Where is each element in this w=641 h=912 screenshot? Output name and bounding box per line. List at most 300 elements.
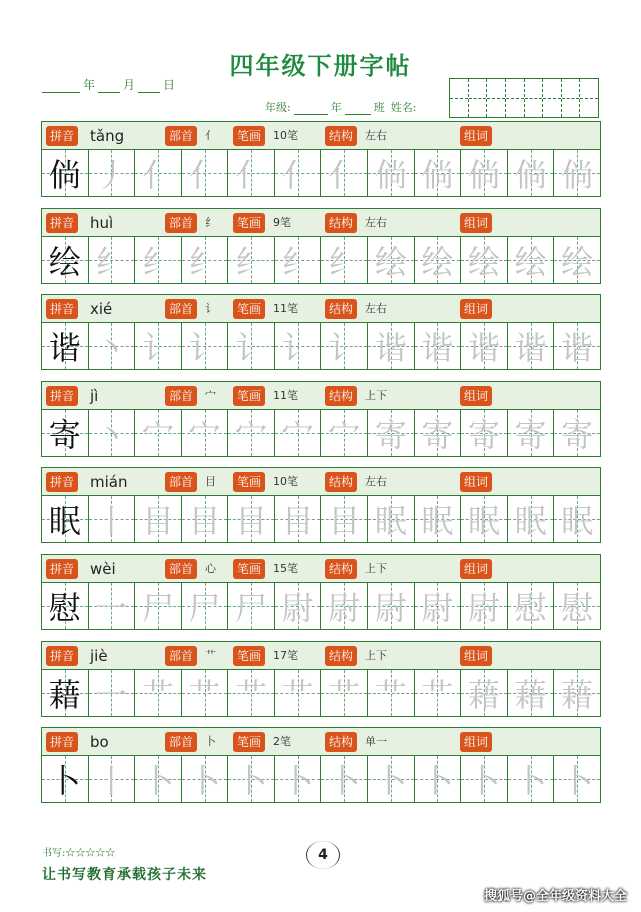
tracing-cell[interactable] — [508, 583, 555, 629]
trace-stroke: 宀 — [281, 415, 314, 454]
date-line — [42, 76, 178, 93]
trace-stroke: 尉 — [374, 588, 407, 627]
tracing-cell[interactable] — [554, 410, 600, 456]
tracing-cell[interactable] — [321, 670, 368, 716]
structure-tag: 结构 — [325, 126, 357, 146]
watermark: 搜狐号@全年级资料大全 — [483, 889, 627, 904]
trace-stroke: 目 — [281, 502, 314, 541]
tracing-cell[interactable] — [415, 496, 462, 542]
tracing-cell[interactable] — [135, 583, 182, 629]
trace-stroke: 卜 — [328, 762, 361, 801]
trace-stroke: 纟 — [141, 242, 174, 281]
model-character-cell[interactable] — [42, 756, 89, 802]
model-character: 眠 — [48, 502, 81, 541]
strokes-value: 10笔 — [273, 475, 298, 489]
trace-stroke: 艹 — [235, 675, 268, 714]
model-character-cell[interactable] — [42, 583, 89, 629]
trace-stroke: 寄 — [421, 415, 454, 454]
radical-tag: 部首 — [165, 213, 197, 233]
trace-stroke: 眠 — [374, 502, 407, 541]
trace-stroke: 讠 — [281, 329, 314, 368]
radical-value: 宀 — [205, 388, 216, 402]
tracing-cell[interactable] — [182, 583, 229, 629]
trace-stroke: 艹 — [281, 675, 314, 714]
words-tag: 组词 — [460, 299, 492, 319]
trace-stroke: 一 — [95, 675, 128, 714]
trace-stroke: 绘 — [421, 242, 454, 281]
tracing-cell[interactable] — [508, 756, 555, 802]
tracing-cell[interactable] — [228, 237, 275, 283]
radical-value: 讠 — [205, 302, 216, 316]
trace-stroke: 卜 — [235, 762, 268, 801]
trace-stroke: 目 — [235, 502, 268, 541]
trace-stroke: 绘 — [467, 242, 500, 281]
strokes-value: 11笔 — [273, 388, 298, 402]
tracing-cell[interactable] — [228, 150, 275, 196]
trace-stroke: 倘 — [421, 156, 454, 194]
name-label: 姓名: — [390, 101, 417, 114]
trace-stroke: 艹 — [374, 675, 407, 714]
trace-stroke: 卜 — [467, 762, 500, 801]
trace-stroke: 宀 — [235, 415, 268, 454]
pinyin-tag: 拼音 — [46, 386, 78, 406]
trace-stroke: 倘 — [374, 156, 407, 194]
name-writing-grid[interactable] — [449, 78, 599, 118]
trace-stroke: 藉 — [514, 675, 547, 714]
tracing-cell[interactable] — [415, 150, 462, 196]
trace-stroke: 尸 — [188, 588, 221, 627]
strokes-tag: 笔画 — [233, 299, 265, 319]
tracing-cell[interactable] — [461, 410, 508, 456]
tracing-cell[interactable] — [461, 756, 508, 802]
pinyin-value: mián — [90, 473, 128, 492]
tracing-cell[interactable] — [368, 583, 415, 629]
trace-stroke: 尉 — [328, 588, 361, 627]
trace-stroke: 卜 — [514, 762, 547, 801]
structure-tag: 结构 — [325, 646, 357, 666]
character-info-bar — [41, 554, 601, 583]
tracing-cell[interactable] — [135, 756, 182, 802]
tracing-cell[interactable] — [135, 323, 182, 369]
writing-grid — [41, 496, 601, 543]
trace-stroke: 眠 — [561, 502, 594, 541]
tracing-cell[interactable] — [89, 237, 136, 283]
structure-tag: 结构 — [325, 732, 357, 752]
tracing-cell[interactable] — [135, 670, 182, 716]
character-info-bar — [41, 641, 601, 670]
trace-stroke: 纟 — [281, 242, 314, 281]
writing-grid — [41, 237, 601, 284]
day-blank[interactable] — [138, 79, 160, 93]
character-info-bar — [41, 121, 601, 150]
tracing-cell[interactable] — [182, 496, 229, 542]
character-info-bar — [41, 208, 601, 237]
tracing-cell[interactable] — [321, 583, 368, 629]
tracing-cell[interactable] — [89, 323, 136, 369]
model-character-cell[interactable] — [42, 496, 89, 542]
words-tag: 组词 — [460, 213, 492, 233]
words-tag: 组词 — [460, 732, 492, 752]
tracing-cell[interactable] — [321, 237, 368, 283]
character-info-bar — [41, 294, 601, 323]
tracing-cell[interactable] — [321, 150, 368, 196]
structure-tag: 结构 — [325, 472, 357, 492]
year-blank[interactable] — [42, 79, 80, 93]
radical-tag: 部首 — [165, 732, 197, 752]
trace-stroke: 尉 — [281, 588, 314, 627]
tracing-cell[interactable] — [275, 583, 322, 629]
structure-tag: 结构 — [325, 386, 357, 406]
strokes-value: 15笔 — [273, 561, 298, 575]
character-info-bar — [41, 727, 601, 756]
trace-stroke: 眠 — [421, 502, 454, 541]
pinyin-value: tǎng — [90, 127, 125, 145]
trace-stroke: 亻 — [281, 156, 314, 194]
structure-value: 上下 — [365, 648, 387, 662]
trace-stroke: 寄 — [467, 415, 500, 454]
tracing-cell[interactable] — [368, 323, 415, 369]
tracing-cell[interactable] — [275, 323, 322, 369]
model-character-cell[interactable] — [42, 150, 89, 196]
model-character: 绘 — [48, 242, 81, 281]
structure-value: 左右 — [365, 302, 387, 316]
tracing-cell[interactable] — [554, 670, 600, 716]
tracing-cell[interactable] — [415, 670, 462, 716]
trace-stroke: 亻 — [328, 156, 361, 194]
structure-value: 上下 — [365, 388, 387, 402]
tracing-cell[interactable] — [182, 756, 229, 802]
trace-stroke: 寄 — [374, 415, 407, 454]
trace-stroke: 亻 — [235, 156, 268, 194]
tracing-cell[interactable] — [415, 410, 462, 456]
class-blank[interactable] — [345, 103, 371, 115]
structure-value: 左右 — [365, 215, 387, 229]
radical-tag: 部首 — [165, 559, 197, 579]
trace-stroke: 目 — [141, 502, 174, 541]
tracing-cell[interactable] — [89, 756, 136, 802]
trace-stroke: 卜 — [421, 762, 454, 801]
words-tag: 组词 — [460, 472, 492, 492]
name-grid-cell — [469, 79, 488, 117]
tracing-cell[interactable] — [554, 237, 600, 283]
strokes-tag: 笔画 — [233, 646, 265, 666]
model-character: 谐 — [48, 329, 81, 368]
pinyin-value: bo — [90, 733, 109, 752]
radical-tag: 部首 — [165, 386, 197, 406]
trace-stroke: 藉 — [561, 675, 594, 714]
radical-value: 亻 — [205, 129, 216, 142]
trace-stroke: 一 — [95, 588, 128, 627]
tracing-cell[interactable] — [275, 670, 322, 716]
student-info-line — [262, 99, 419, 115]
structure-value: 左右 — [365, 475, 387, 489]
strokes-value: 2笔 — [273, 735, 291, 749]
structure-value: 单一 — [365, 735, 387, 749]
words-tag: 组词 — [460, 126, 492, 146]
radical-value: 纟 — [205, 215, 216, 229]
date-year-label: 年 — [83, 78, 96, 92]
trace-stroke: 目 — [328, 502, 361, 541]
tracing-cell[interactable] — [182, 670, 229, 716]
tracing-cell[interactable] — [554, 583, 600, 629]
tracing-cell[interactable] — [275, 237, 322, 283]
tracing-cell[interactable] — [89, 496, 136, 542]
trace-stroke: 倘 — [514, 156, 547, 194]
tracing-cell[interactable] — [135, 150, 182, 196]
trace-stroke: 目 — [188, 502, 221, 541]
trace-stroke: 寄 — [561, 415, 594, 454]
tracing-cell[interactable] — [461, 496, 508, 542]
tracing-cell[interactable] — [461, 583, 508, 629]
tracing-cell[interactable] — [321, 756, 368, 802]
radical-value: 目 — [205, 475, 216, 489]
trace-stroke: 讠 — [235, 329, 268, 368]
trace-stroke: 纟 — [95, 242, 128, 281]
trace-stroke: 丨 — [95, 502, 128, 541]
model-character: 藉 — [48, 675, 81, 714]
radical-tag: 部首 — [165, 646, 197, 666]
trace-stroke: 丶 — [95, 329, 128, 368]
tracing-cell[interactable] — [368, 670, 415, 716]
trace-stroke: 讠 — [188, 329, 221, 368]
writing-grid — [41, 670, 601, 717]
trace-stroke: 绘 — [514, 242, 547, 281]
writing-grid — [41, 756, 601, 803]
tracing-cell[interactable] — [89, 583, 136, 629]
date-month-label: 月 — [123, 78, 136, 92]
tracing-cell[interactable] — [321, 323, 368, 369]
writing-grid — [41, 410, 601, 457]
tracing-cell[interactable] — [554, 150, 600, 196]
writing-grid — [41, 583, 601, 630]
trace-stroke: 艹 — [421, 675, 454, 714]
trace-stroke: 艹 — [188, 675, 221, 714]
trace-stroke: 宀 — [328, 415, 361, 454]
tracing-cell[interactable] — [508, 410, 555, 456]
radical-value: 卜 — [205, 735, 216, 749]
tracing-cell[interactable] — [415, 756, 462, 802]
trace-stroke: 眠 — [514, 502, 547, 541]
tracing-cell[interactable] — [228, 756, 275, 802]
strokes-tag: 笔画 — [233, 559, 265, 579]
tracing-cell[interactable] — [415, 323, 462, 369]
tracing-cell[interactable] — [554, 323, 600, 369]
tracing-cell[interactable] — [415, 237, 462, 283]
tracing-cell[interactable] — [508, 670, 555, 716]
tracing-cell[interactable] — [508, 496, 555, 542]
trace-stroke: 丶 — [95, 415, 128, 454]
strokes-value: 17笔 — [273, 648, 298, 662]
tracing-cell[interactable] — [368, 150, 415, 196]
model-character-cell[interactable] — [42, 410, 89, 456]
tracing-cell[interactable] — [554, 496, 600, 542]
trace-stroke: 宀 — [141, 415, 174, 454]
trace-stroke: 艹 — [328, 675, 361, 714]
structure-tag: 结构 — [325, 559, 357, 579]
character-row — [41, 208, 601, 295]
grade-year-label: 年 — [330, 101, 342, 114]
character-row — [41, 294, 601, 381]
grade-label: 年级: — [265, 101, 291, 114]
trace-stroke: 卜 — [374, 762, 407, 801]
trace-stroke: 谐 — [421, 329, 454, 368]
name-grid-cell — [562, 79, 581, 117]
trace-stroke: 丨 — [95, 762, 128, 801]
pinyin-tag: 拼音 — [46, 646, 78, 666]
tracing-cell[interactable] — [508, 237, 555, 283]
tracing-cell[interactable] — [89, 410, 136, 456]
tracing-cell[interactable] — [275, 756, 322, 802]
character-practice-rows — [41, 121, 601, 814]
tracing-cell[interactable] — [368, 756, 415, 802]
radical-tag: 部首 — [165, 299, 197, 319]
model-character-cell[interactable] — [42, 237, 89, 283]
trace-stroke: 卜 — [188, 762, 221, 801]
tracing-cell[interactable] — [135, 410, 182, 456]
name-grid-cell — [525, 79, 544, 117]
strokes-tag: 笔画 — [233, 386, 265, 406]
name-grid-cell — [580, 79, 598, 117]
trace-stroke: 丿 — [95, 156, 128, 194]
date-day-label: 日 — [163, 78, 176, 92]
trace-stroke: 纟 — [328, 242, 361, 281]
name-grid-cell — [450, 79, 469, 117]
tracing-cell[interactable] — [461, 237, 508, 283]
rating-stars: 书写:☆☆☆☆☆ — [42, 848, 116, 859]
writing-grid — [41, 323, 601, 370]
trace-stroke: 慰 — [561, 588, 594, 627]
pinyin-value: jiè — [90, 646, 108, 665]
strokes-value: 9笔 — [273, 215, 291, 229]
radical-tag: 部首 — [165, 472, 197, 492]
tracing-cell[interactable] — [182, 150, 229, 196]
tracing-cell[interactable] — [508, 323, 555, 369]
character-info-bar — [41, 467, 601, 496]
page-title: 四年级下册字帖 — [229, 51, 412, 80]
trace-stroke: 宀 — [188, 415, 221, 454]
strokes-value: 10笔 — [273, 129, 298, 142]
radical-value: 心 — [205, 561, 216, 575]
month-blank[interactable] — [98, 79, 120, 93]
tracing-cell[interactable] — [182, 410, 229, 456]
tracing-cell[interactable] — [461, 150, 508, 196]
strokes-tag: 笔画 — [233, 732, 265, 752]
trace-stroke: 绘 — [374, 242, 407, 281]
character-info-bar — [41, 381, 601, 410]
tracing-cell[interactable] — [182, 323, 229, 369]
trace-stroke: 纟 — [188, 242, 221, 281]
pinyin-value: wèi — [90, 559, 116, 578]
character-row — [41, 467, 601, 554]
trace-stroke: 卜 — [561, 762, 594, 801]
trace-stroke: 谐 — [374, 329, 407, 368]
tracing-cell[interactable] — [461, 323, 508, 369]
tracing-cell[interactable] — [182, 237, 229, 283]
footer-slogan: 让书写教育承载孩子未来 — [42, 867, 207, 883]
pinyin-value: huì — [90, 213, 114, 232]
trace-stroke: 卜 — [141, 762, 174, 801]
strokes-tag: 笔画 — [233, 472, 265, 492]
trace-stroke: 眠 — [467, 502, 500, 541]
radical-value: 艹 — [205, 648, 216, 662]
trace-stroke: 倘 — [467, 156, 500, 194]
character-row — [41, 554, 601, 641]
pinyin-tag: 拼音 — [46, 472, 78, 492]
trace-stroke: 讠 — [328, 329, 361, 368]
tracing-cell[interactable] — [89, 670, 136, 716]
tracing-cell[interactable] — [275, 496, 322, 542]
tracing-cell[interactable] — [228, 410, 275, 456]
radical-tag: 部首 — [165, 126, 197, 146]
trace-stroke: 寄 — [514, 415, 547, 454]
trace-stroke: 尉 — [421, 588, 454, 627]
model-character-cell[interactable] — [42, 670, 89, 716]
model-character-cell[interactable] — [42, 323, 89, 369]
tracing-cell[interactable] — [275, 150, 322, 196]
tracing-cell[interactable] — [135, 237, 182, 283]
tracing-cell[interactable] — [135, 496, 182, 542]
tracing-cell[interactable] — [461, 670, 508, 716]
tracing-cell[interactable] — [321, 410, 368, 456]
pinyin-tag: 拼音 — [46, 559, 78, 579]
model-character: 卜 — [48, 762, 81, 801]
tracing-cell[interactable] — [321, 496, 368, 542]
tracing-cell[interactable] — [89, 150, 136, 196]
trace-stroke: 纟 — [235, 242, 268, 281]
trace-stroke: 尸 — [235, 588, 268, 627]
trace-stroke: 绘 — [561, 242, 594, 281]
trace-stroke: 卜 — [281, 762, 314, 801]
pinyin-value: jì — [90, 386, 99, 405]
name-grid-cell — [487, 79, 506, 117]
page-number: 4 — [306, 841, 340, 869]
tracing-cell[interactable] — [368, 410, 415, 456]
grade-blank[interactable] — [294, 103, 328, 115]
trace-stroke: 谐 — [561, 329, 594, 368]
pinyin-tag: 拼音 — [46, 213, 78, 233]
tracing-cell[interactable] — [415, 583, 462, 629]
pinyin-tag: 拼音 — [46, 732, 78, 752]
tracing-cell[interactable] — [228, 583, 275, 629]
structure-tag: 结构 — [325, 299, 357, 319]
structure-tag: 结构 — [325, 213, 357, 233]
trace-stroke: 慰 — [514, 588, 547, 627]
trace-stroke: 尸 — [141, 588, 174, 627]
tracing-cell[interactable] — [228, 323, 275, 369]
tracing-cell[interactable] — [368, 496, 415, 542]
tracing-cell[interactable] — [228, 496, 275, 542]
pinyin-tag: 拼音 — [46, 299, 78, 319]
tracing-cell[interactable] — [228, 670, 275, 716]
trace-stroke: 尉 — [467, 588, 500, 627]
trace-stroke: 讠 — [141, 329, 174, 368]
class-label: 班 — [373, 101, 385, 114]
strokes-tag: 笔画 — [233, 213, 265, 233]
writing-grid — [41, 150, 601, 197]
trace-stroke: 亻 — [141, 156, 174, 194]
tracing-cell[interactable] — [554, 756, 600, 802]
tracing-cell[interactable] — [275, 410, 322, 456]
tracing-cell[interactable] — [508, 150, 555, 196]
structure-value: 上下 — [365, 561, 387, 575]
character-row — [41, 641, 601, 728]
structure-value: 左右 — [365, 129, 387, 142]
name-grid-cell — [543, 79, 562, 117]
tracing-cell[interactable] — [368, 237, 415, 283]
trace-stroke: 藉 — [467, 675, 500, 714]
strokes-tag: 笔画 — [233, 126, 265, 146]
strokes-value: 11笔 — [273, 302, 298, 316]
